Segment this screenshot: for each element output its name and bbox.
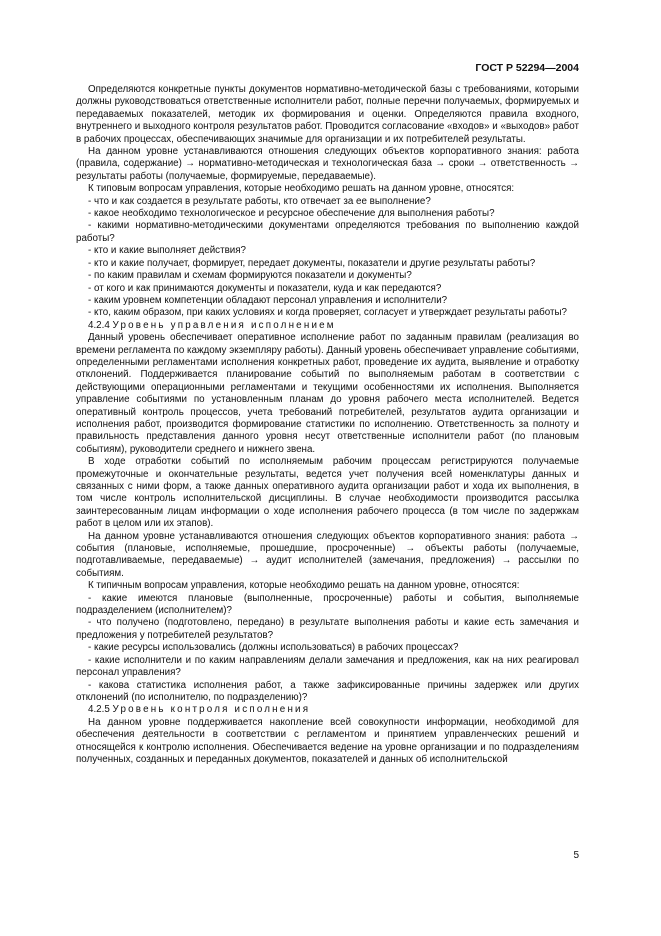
list-item: - что и как создается в результате работы, кто отвечает за ее выполнение?: [88, 195, 431, 207]
list-item: - кто и какие выполняет действия?: [88, 245, 247, 257]
section-heading-4-2-4: [76, 320, 579, 332]
section-heading-4-2-5: [76, 704, 579, 716]
list-item: - какое необходимо технологическое и ресурсное обеспечение для выполнения работы?: [88, 208, 495, 220]
list-item: - каким уровнем компетенции обладают персонал управления и исполнители?: [88, 294, 448, 306]
list-item: - какие ресурсы использовались (должны использоваться) в рабочих процессах?: [88, 642, 459, 654]
page-number: 5: [573, 850, 579, 861]
list-item: - какие имеются плановые (выполненные, просроченные) работы и события, выполняемые подразделением (исполнителем)?: [76, 592, 579, 617]
list-item: - от кого и как принимаются документы и показатели, куда и как передаются?: [88, 282, 442, 294]
list-item: - что получено (подготовлено, передано) в результате выполнения работы и какие есть замечания и предложения у потребителей результатов?: [76, 617, 579, 641]
list-item: - какова статистика исполнения работ, а также зафиксированные причины задержек или других отклонений (по исполнителю, по подразделению)?: [76, 679, 579, 703]
section-title: Уровень управления исполнением: [112, 319, 336, 331]
list-item: - кто, каким образом, при каких условиях и когда проверяет, согласует и утверждает результаты работы?: [88, 307, 567, 319]
paragraph: Данный уровень обеспечивает оперативное исполнение работ по заданным правилам (реализация во времени регламента по каждому экземпляру работы). Данный уровень обеспечивает управление событиями, определенными регламентами исполнения конкретных работ, проведение их аудита, выявление и отработку отклонений. Поддерживается планирование событий по выполняемым работам в соответствии с действующими операционными регламентами и текущими особенностями их исполнения. Выполняется управление событиями по установленным планам до уровня рабочего места исполнителей. Ведется оперативный контроль процессов, учета требований потребителей, результатов аудита организации и исполнения работ, производится формирование статистики по исполнению. Ответственность за полноту и правильность представления данного уровня несут ответственные исполнители работ (по плановым событиям), руководители среднего и нижнего звена.: [76, 332, 579, 455]
paragraph: К типичным вопросам управления, которые необходимо решать на данном уровне, относятся:: [88, 580, 520, 592]
paragraph: К типовым вопросам управления, которые необходимо решать на данном уровне, относятся:: [88, 183, 515, 195]
paragraph: В ходе отработки событий по исполняемым рабочим процессам регистрируются получаемые промежуточные и окончательные результаты, ведется учет получения всей номенклатуры данных и связанных с ними форм, а также данных оперативного аудита организации работ и хода их выполнения, в том числе контроль исполнительской дисциплины. В случае необходимости производится рассылка заинтересованным лицам информации о ходе исполнения рабочего процесса (в том числе по задержкам работ в целом или их этапов).: [76, 456, 579, 530]
paragraph: Определяются конкретные пункты документов нормативно-методической базы с требованиями, которыми должны руководствоваться ответственные исполнители работ, полные перечни получаемых, формируемых и передаваемых показателей, методик их формирования и оценки. Определяются правила входного, внутреннего и выходного контроля результатов работ. Проводится согласование «входов» и «выходов» работ в рабочих процессах, обеспечивающих значимые для организации и их потребителей результаты.: [76, 84, 579, 145]
list-item: - кто и какие получает, формирует, передает документы, показатели и другие результаты работы?: [88, 257, 536, 269]
section-number: 4.2.4: [88, 319, 110, 331]
section-title: Уровень контроля исполнения: [112, 704, 311, 716]
paragraph: На данном уровне устанавливаются отношения следующих объектов корпоративного знания: работа (правила, содержание) → нормативно-методическая и технологическая база → сроки → ответственность → результаты работы (получаемые, формируемые, передаваемые).: [76, 146, 579, 182]
page-body: [76, 84, 579, 766]
paragraph: На данном уровне поддерживается накопление всей совокупности информации, необходимой для обеспечения деятельности в соответствии с регламентом и принятием управленческих решений и относящейся к контролю исполнения. Обеспечивается ведение на уровне организации и по подразделениям полученных, созданных и переданных документов, показателей и данных об исполнительской: [76, 716, 579, 765]
section-number: 4.2.5: [88, 704, 110, 716]
list-item: - какими нормативно-методическими документами определяются требования по выполнению каждой работы?: [76, 220, 579, 244]
document-code: ГОСТ Р 52294—2004: [475, 62, 579, 74]
list-item: - по каким правилам и схемам формируются показатели и документы?: [88, 270, 412, 282]
paragraph: На данном уровне устанавливаются отношения следующих объектов корпоративного знания: работа → события (плановые, исполняемые, прошедшие, просроченные) → объекты работы (получаемые, подготавливаемые, передаваемые) → аудит исполнителей (замечания, предложения) → рассылки по событиям.: [76, 530, 579, 579]
list-item: - какие исполнители и по каким направлениям делали замечания и предложения, как на них реагировал персонал управления?: [76, 654, 579, 679]
